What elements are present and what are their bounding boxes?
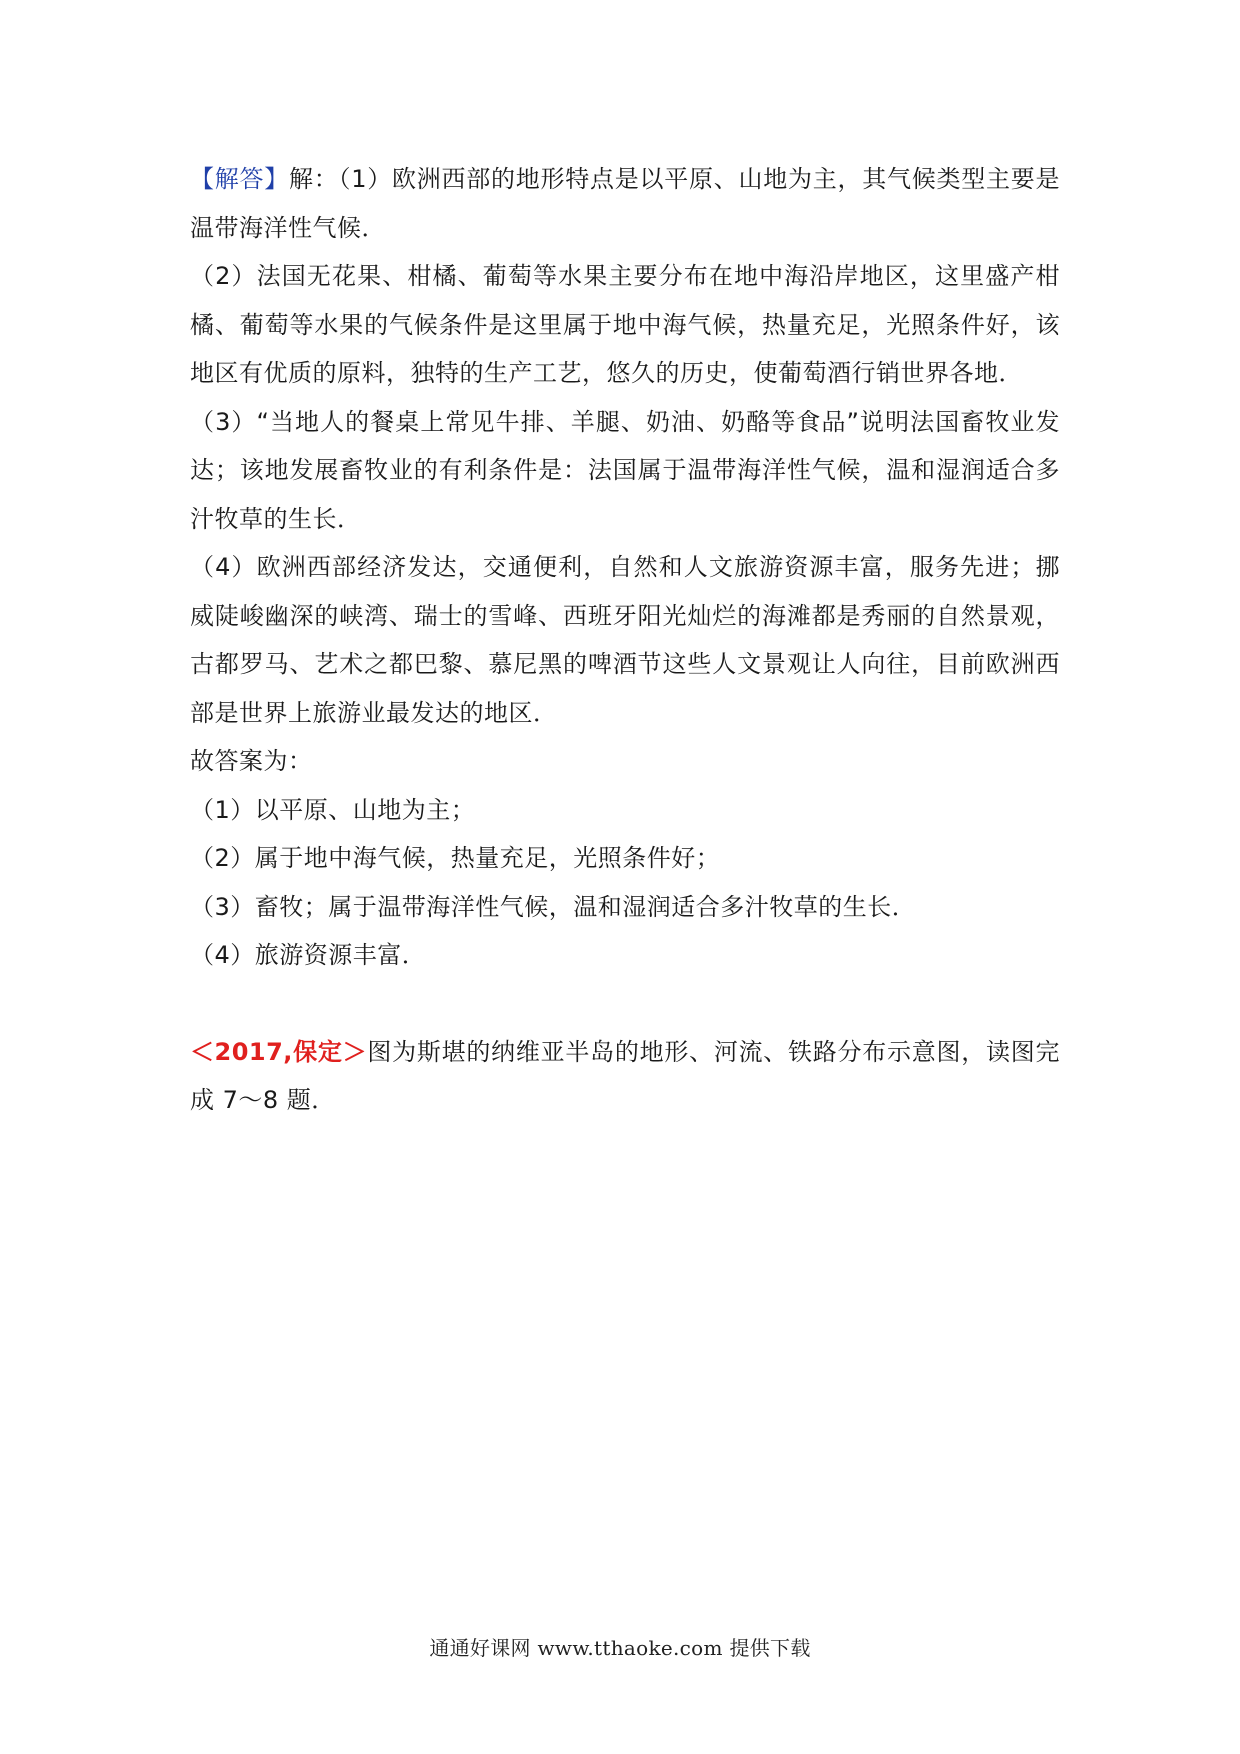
question-paragraph <box>190 1028 1060 1125</box>
page-content <box>190 155 1060 1125</box>
answer-paragraph-3: （3）“当地人的餐桌上常见牛排、羊腿、奶油、奶酪等食品”说明法国畜牧业发达；该地发展畜牧业的有利条件是：法国属于温带海洋性气候，温和湿润适合多汁牧草的生长． <box>190 407 1060 533</box>
answer-item-2: （2）属于地中海气候，热量充足，光照条件好； <box>190 844 721 872</box>
answer-item-4: （4）旅游资源丰富． <box>190 941 427 969</box>
answer-conclusion: 故答案为： <box>190 747 313 775</box>
answer-paragraph-2: （2）法国无花果、柑橘、葡萄等水果主要分布在地中海沿岸地区，这里盛产柑橘、葡萄等水果的气候条件是这里属于地中海气候，热量充足，光照条件好，该地区有优质的原料，独特的生产工艺，悠久的历史，使葡萄酒行销世界各地． <box>190 262 1060 387</box>
question-source-tag: ＜2017,保定＞ <box>190 1037 368 1066</box>
answer-tag: 【解答】 <box>190 165 289 193</box>
section-gap <box>190 980 1060 1028</box>
answer-text-1: 解：（1）欧洲西部的地形特点是以平原、山地为主，其气候类型主要是温带海洋性气候． <box>190 165 1060 242</box>
question-text: 图为斯堪的纳维亚半岛的地形、河流、铁路分布示意图，读图完成 7～8 题． <box>190 1037 1060 1114</box>
answer-item-3: （3）畜牧；属于温带海洋性气候，温和湿润适合多汁牧草的生长． <box>190 892 917 921</box>
page-footer: 通通好课网 www.tthaoke.com 提供下载 <box>429 1636 811 1660</box>
answer-paragraph-4: （4）欧洲西部经济发达，交通便利，自然和人文旅游资源丰富，服务先进；挪威陡峻幽深的峡湾、瑞士的雪峰、西班牙阳光灿烂的海滩都是秀丽的自然景观，古都罗马、艺术之都巴黎、慕尼黑的啤酒节这些人文景观让人向往，目前欧洲西部是世界上旅游业最发达的地区． <box>190 553 1060 727</box>
answer-item-1: （1）以平原、山地为主； <box>190 795 476 824</box>
answer-paragraph-1 <box>190 155 1060 252</box>
